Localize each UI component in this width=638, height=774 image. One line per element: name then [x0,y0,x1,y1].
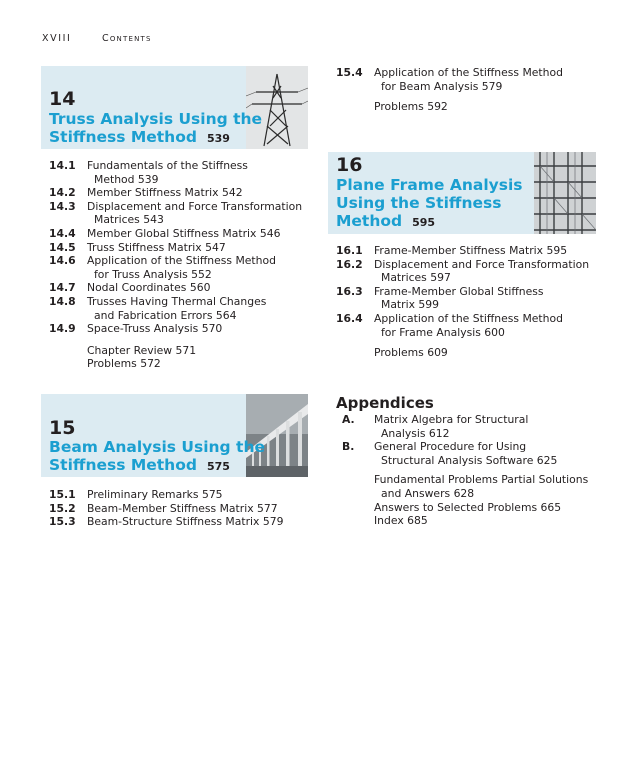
chapter-16-number: 16 [336,154,363,176]
running-head [42,33,152,44]
toc-entry: 15.3 Beam-Structure Stiffness Matrix 579 [49,515,284,529]
chapter-15-title [49,438,265,476]
section-title: Contents [102,33,152,44]
chapter-16-entries [336,244,606,360]
toc-entry: 14.5 Truss Stiffness Matrix 547 [49,240,226,254]
toc-entry: 16.4 Application of the Stiffness Method for Frame Analysis 600 [336,311,563,339]
chapter-14-title-line1: Truss Analysis Using the [49,110,263,128]
toc-entry: 16.2 Displacement and Force Transformation Matrices 597 [336,257,590,285]
toc-entry: 14.2 Member Stiffness Matrix 542 [49,186,243,200]
chapter-15-entries [49,488,319,529]
chapter-15-title-line1: Beam Analysis Using the [49,438,266,456]
toc-entry: 14.7 Nodal Coordinates 560 [49,281,211,295]
chapter-14-page: 539 [206,132,230,145]
toc-entry: 14.1 Fundamentals of the Stiffness Method 539 [49,159,248,186]
chapter-15-continued-entries [336,66,606,114]
chapter-14-entries [49,159,319,371]
appendices-entries [336,413,606,528]
chapter-15-title-line2: Stiffness Method [49,456,197,474]
toc-entry: 14.8 Trusses Having Thermal Changes and Fabrication Errors 564 [49,294,267,322]
chapter-14-number: 14 [49,88,76,110]
toc-entry: A. Matrix Algebra for Structural Analysis 612 [342,413,529,440]
toc-entry: 14.9 Space-Truss Analysis 570 [49,322,223,336]
toc-entry: Index 685 [374,514,428,528]
problems: Problems 609 [374,346,448,360]
chapter-16-title-line3: Method [336,212,403,230]
toc-entry: B. General Procedure for Using Structural Analysis Software 625 [342,440,558,467]
toc-entry: Fundamental Problems Partial Solutions and Answers 628 [374,473,589,500]
chapter-16-page: 595 [412,216,436,229]
problems: Problems 592 [374,100,448,114]
toc-entry: 14.3 Displacement and Force Transformation Matrices 543 [49,199,303,227]
toc-entry: 15.4 Application of the Stiffness Method for Beam Analysis 579 [336,66,563,93]
toc-entry: 16.3 Frame-Member Global Stiffness Matrix 599 [336,284,544,312]
toc-entry: 16.1 Frame-Member Stiffness Matrix 595 [336,244,568,257]
chapter-15-number: 15 [49,417,76,439]
chapter-review: Chapter Review 571 [87,343,197,357]
toc-entry: 15.2 Beam-Member Stiffness Matrix 577 [49,501,278,515]
chapter-16-title-line1: Plane Frame Analysis [336,176,523,194]
problems: Problems 572 [87,357,161,371]
toc-entry: Answers to Selected Problems 665 [374,500,562,514]
chapter-16-title-line2: Using the Stiffness [336,194,502,212]
page-number: XVIII [42,33,72,44]
building-frame-photo [534,152,596,234]
appendices-heading: Appendices [336,394,434,412]
chapter-16-title [336,176,523,232]
chapter-14-title-line2: Stiffness Method [49,128,197,146]
toc-entry: 14.4 Member Global Stiffness Matrix 546 [49,226,281,240]
chapter-15-page: 575 [206,460,230,473]
chapter-14-title [49,110,262,148]
toc-entry: 15.1 Preliminary Remarks 575 [49,488,223,501]
toc-entry: 14.6 Application of the Stiffness Method for Truss Analysis 552 [49,254,276,281]
